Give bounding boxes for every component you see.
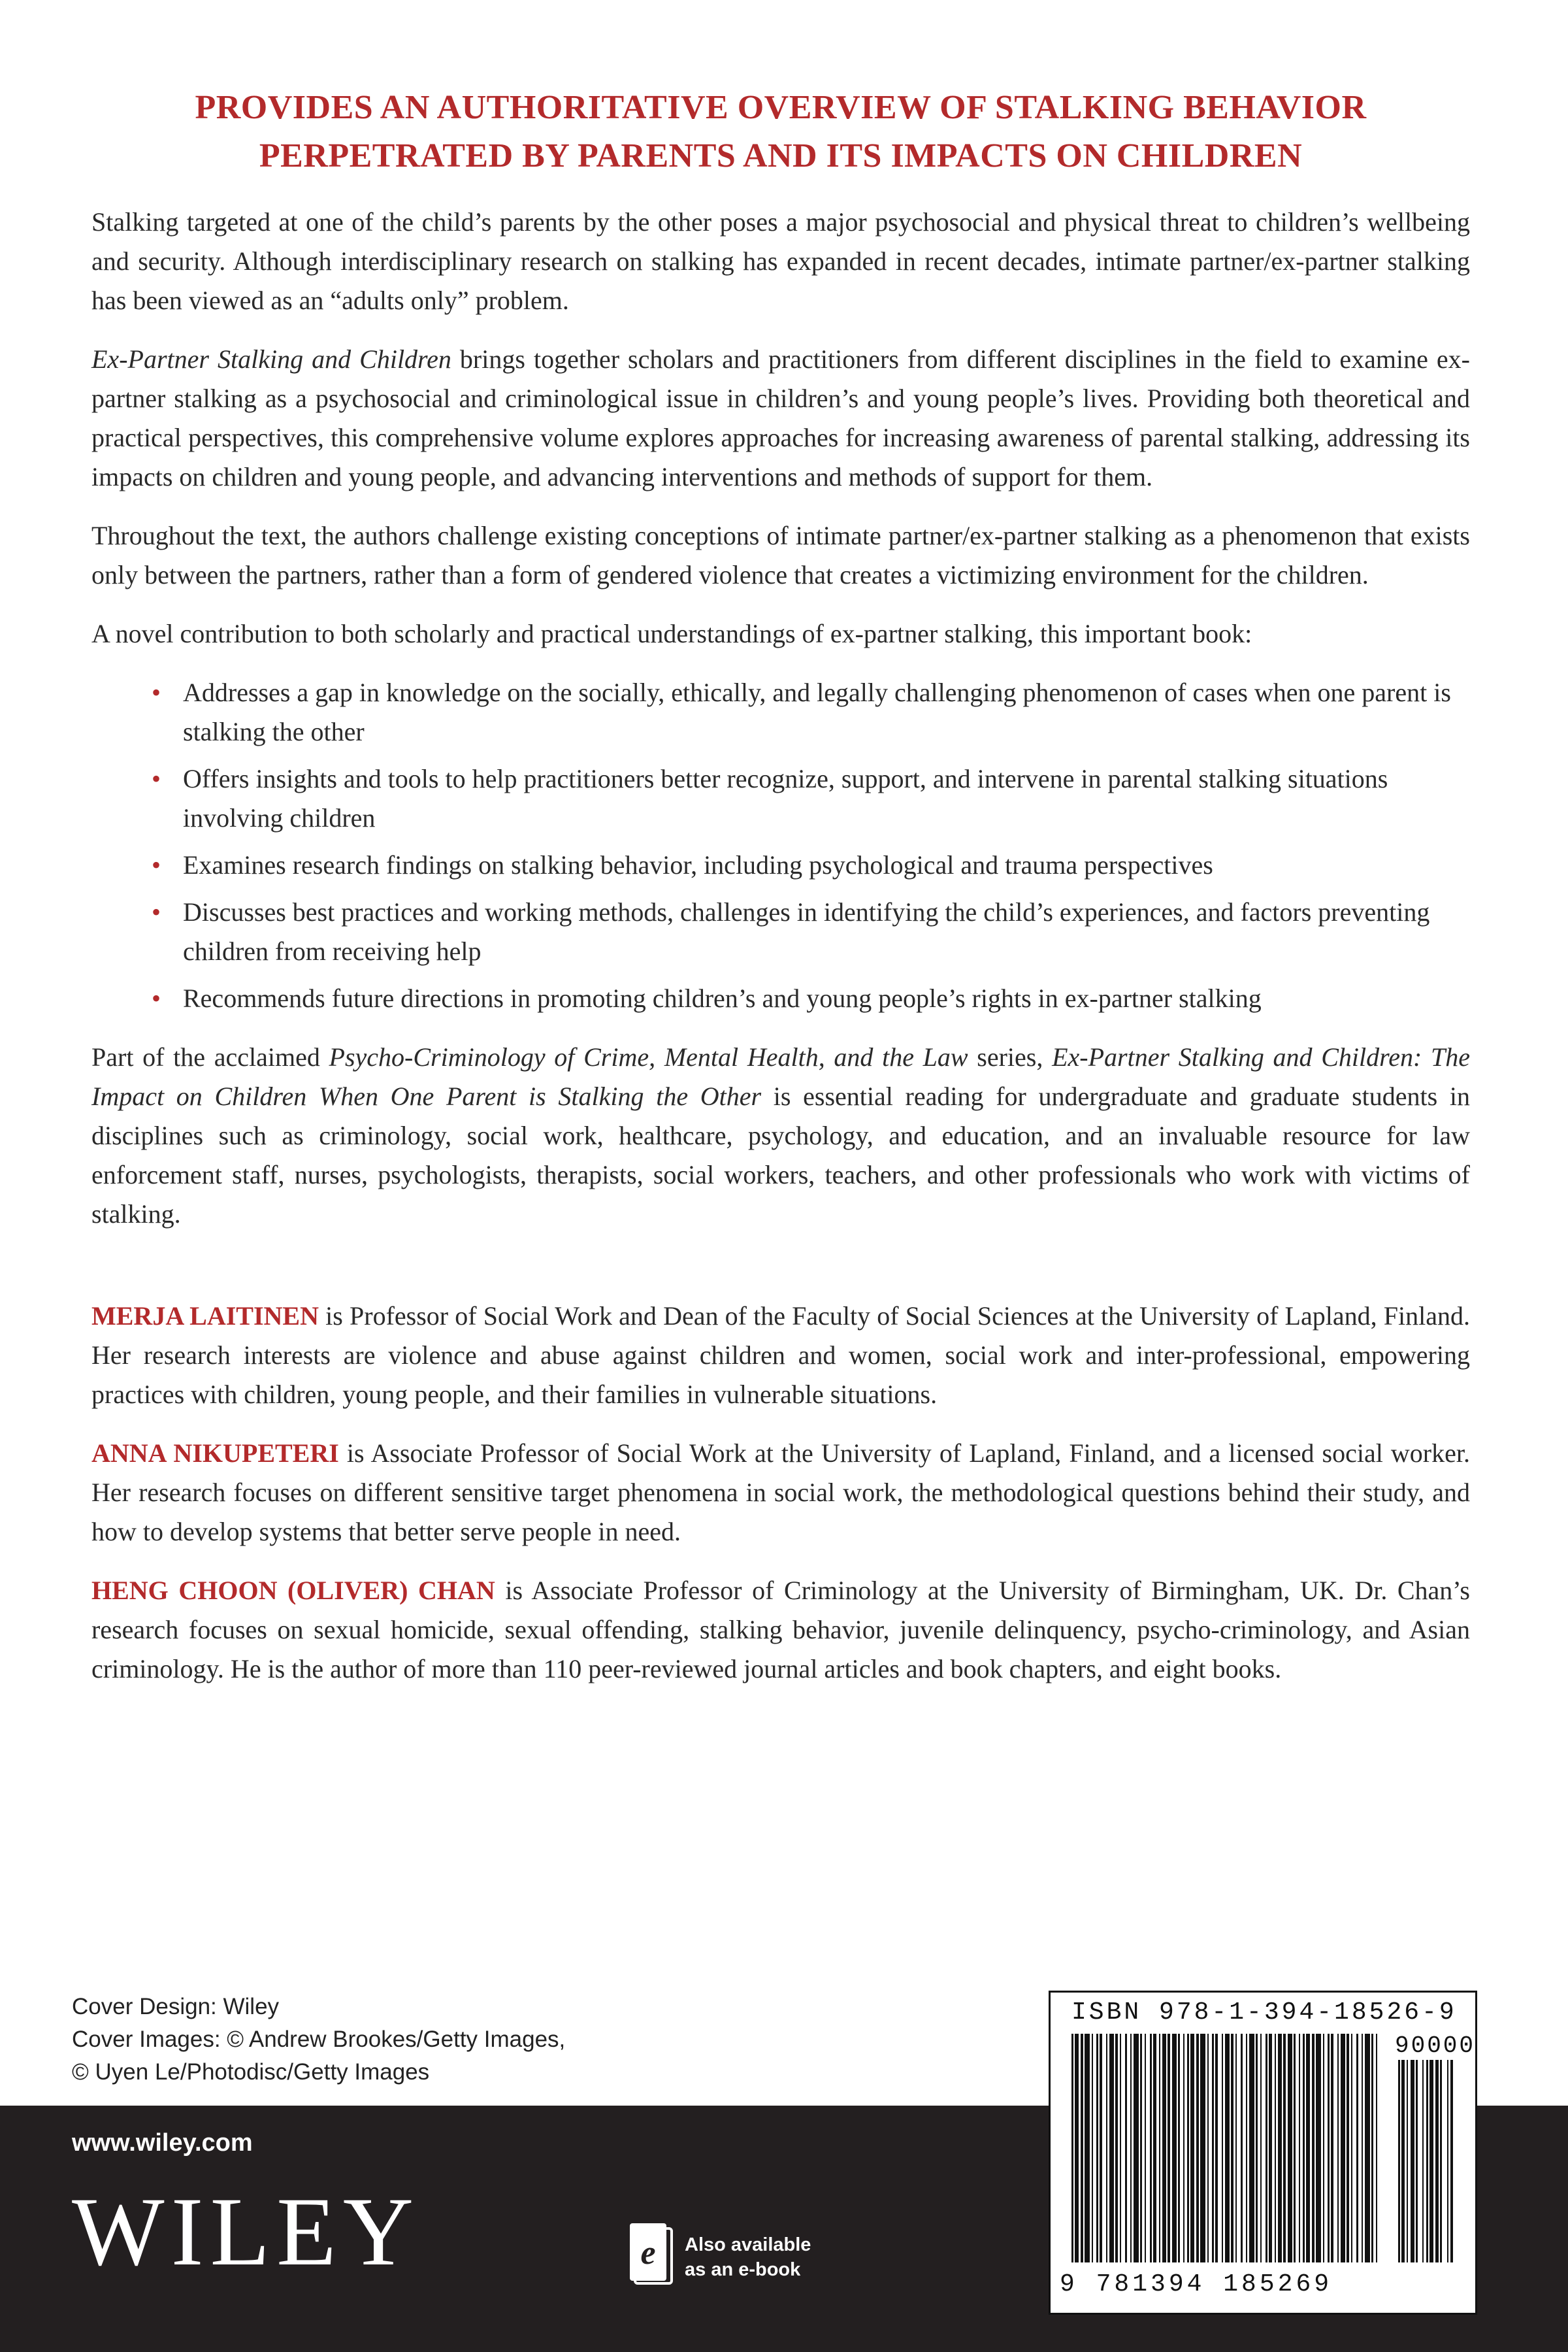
intro-paragraph: Stalking targeted at one of the child’s parents by the other poses a major psychosocial and physical threat to children’s wellbeing and security. Although interdisciplinary research on stalking has expanded in recent decades, intimate partner/ex-partner stalking has been viewed as an “adults only” problem. xyxy=(91,207,1470,315)
barcode-bar xyxy=(1190,2034,1194,2262)
barcode-bar xyxy=(1246,2034,1247,2262)
barcode-bar xyxy=(1178,2034,1180,2262)
barcode-addon-bar xyxy=(1429,2060,1433,2262)
barcode-bar xyxy=(1356,2034,1358,2262)
feature-list xyxy=(91,673,1470,1018)
barcode-bar xyxy=(1331,2034,1333,2262)
barcode-addon-bar xyxy=(1407,2060,1408,2262)
barcode-bar xyxy=(1347,2034,1349,2262)
bullet-icon: • xyxy=(152,850,161,880)
barcode-bar xyxy=(1299,2034,1300,2262)
barcode-addon-bar xyxy=(1426,2060,1428,2262)
price-code: 90000 xyxy=(1395,2032,1476,2059)
bullet-icon: • xyxy=(152,897,161,927)
barcode-bar xyxy=(1125,2034,1127,2262)
barcode-bar xyxy=(1288,2034,1292,2262)
barcode-bar xyxy=(1249,2034,1254,2262)
full-book-title: Ex-Partner Stalking and Children: The Impact on Children When One Parent is Stalking the Other xyxy=(91,1042,1470,1111)
barcode-bar xyxy=(1109,2034,1114,2262)
barcode-bar xyxy=(1312,2034,1315,2262)
barcode-bar xyxy=(1303,2034,1305,2262)
barcode-digits: 9 781394 185269 xyxy=(1060,2270,1333,2298)
barcode-bar xyxy=(1294,2034,1296,2262)
barcode-bar xyxy=(1096,2034,1098,2262)
barcode-addon-bar xyxy=(1398,2060,1400,2262)
barcode-bar xyxy=(1362,2034,1363,2262)
barcode-bar xyxy=(1215,2034,1218,2262)
bullet-icon: • xyxy=(152,764,161,793)
list-item: • Addresses a gap in knowledge on the socially, ethically, and legally challenging phenomenon of cases when one parent is stalking the other xyxy=(183,673,1470,752)
barcode-bar xyxy=(1115,2034,1118,2262)
barcode-bar xyxy=(1075,2034,1079,2262)
barcode-bar xyxy=(1092,2034,1093,2262)
challenge-paragraph: Throughout the text, the authors challenge existing conceptions of intimate partner/ex-partner stalking as a phenomenon that exists only between the partners, rather than a form of gendered violence that creates a victimizing environment for the children. xyxy=(91,521,1470,589)
barcode-addon-bar xyxy=(1447,2060,1448,2262)
contribution-paragraph: A novel contribution to both scholarly and practical understandings of ex-partner stalking, this important book: xyxy=(91,619,1252,648)
barcode-addon-bar xyxy=(1440,2060,1442,2262)
barcode-bar xyxy=(1196,2034,1199,2262)
barcode-bar xyxy=(1140,2034,1142,2262)
barcode-bar xyxy=(1275,2034,1276,2262)
headline-line-2: PERPETRATED BY PARENTS AND ITS IMPACTS ON CHILDREN xyxy=(259,137,1303,174)
barcode-bar xyxy=(1225,2034,1230,2262)
barcode-bar xyxy=(1106,2034,1107,2262)
barcode-bar xyxy=(1071,2034,1073,2262)
barcode-bar xyxy=(1085,2034,1090,2262)
bullet-icon: • xyxy=(152,678,161,707)
barcode-bar xyxy=(1269,2034,1272,2262)
barcode-addon-bar xyxy=(1422,2060,1424,2262)
series-paragraph: Part of the acclaimed Psycho-Criminology of Crime, Mental Health, and the Law series, Ex-Partner Stalking and Children: The Impact on Children When One Parent is Stalking the Other is essential reading for undergraduate and graduate students in disciplines such as criminology, social work, healthcare, psychology, and education, and an invaluable resource for law enforcement staff, nurses, psychologists, therapists, social workers, teachers, and other professionals who work with victims of stalking. xyxy=(91,1042,1471,1229)
author-bio xyxy=(91,1434,1470,1551)
list-item: • Discusses best practices and working methods, challenges in identifying the child’s experiences, and factors preventing children from receiving help xyxy=(183,893,1470,971)
list-item: • Offers insights and tools to help practitioners better recognize, support, and intervene in parental stalking situations involving children xyxy=(183,759,1470,838)
barcode-bar xyxy=(1150,2034,1152,2262)
headline-line-1: PROVIDES AN AUTHORITATIVE OVERVIEW OF STALKING BEHAVIOR xyxy=(195,89,1367,126)
barcode-bar xyxy=(1231,2034,1233,2262)
barcode-bar xyxy=(1306,2034,1310,2262)
barcode-bar xyxy=(1278,2034,1282,2262)
author-name: MERJA LAITINEN xyxy=(91,1301,319,1331)
book-title: Ex-Partner Stalking and Children xyxy=(91,344,451,374)
barcode-bar xyxy=(1172,2034,1177,2262)
author-bio xyxy=(91,1571,1470,1689)
barcode-bar xyxy=(1235,2034,1237,2262)
barcode-bar xyxy=(1162,2034,1166,2262)
barcode-bar xyxy=(1316,2034,1321,2262)
barcode-bar xyxy=(1328,2034,1330,2262)
barcode-bar xyxy=(1207,2034,1209,2262)
headline xyxy=(91,84,1470,180)
barcode-bar xyxy=(1130,2034,1132,2262)
cover-credits xyxy=(72,1991,565,2089)
barcode-bar xyxy=(1145,2034,1146,2262)
barcode-bar xyxy=(1153,2034,1156,2262)
barcode-addon-bar xyxy=(1435,2060,1439,2262)
author-bio-text: is Professor of Social Work and Dean of the Faculty of Social Sciences at the University of Lapland, Finland. Her research interests are violence and abuse against children and women, social work and inter-professional, empowering practices with children, young people, and their families in vulnerable situations. xyxy=(91,1301,1470,1409)
barcode-bar xyxy=(1283,2034,1286,2262)
barcode-bar xyxy=(1323,2034,1324,2262)
back-cover-content xyxy=(91,84,1470,1689)
description-text: brings together scholars and practitioners from different disciplines in the field to examine ex-partner stalking as a psychosocial and criminological issue in children’s and young people’s lives. Providing both theoretical and practical perspectives, this comprehensive volume explores approaches for increasing awareness of parental stalking, addressing its impacts on children and young people, and advancing interventions and methods of support for them. xyxy=(91,344,1470,491)
author-name: ANNA NIKUPETERI xyxy=(91,1438,339,1468)
barcode-addon-bar xyxy=(1411,2060,1414,2262)
svg-text:e: e xyxy=(640,2234,656,2272)
series-title: Psycho-Criminology of Crime, Mental Health, and the Law xyxy=(329,1042,968,1072)
publisher-url: www.wiley.com xyxy=(72,2129,253,2157)
list-item: • Recommends future directions in promoting children’s and young people’s rights in ex-partner stalking xyxy=(183,979,1470,1018)
credit-line: Cover Design: Wiley xyxy=(72,1994,280,2019)
barcode-bar xyxy=(1365,2034,1370,2262)
barcode-addon-bar xyxy=(1450,2060,1453,2262)
barcode-bar xyxy=(1256,2034,1258,2262)
barcode-bar xyxy=(1159,2034,1160,2262)
barcode-bar xyxy=(1337,2034,1339,2262)
barcode-bar xyxy=(1212,2034,1214,2262)
barcode-bar xyxy=(1376,2034,1377,2262)
barcode-bar xyxy=(1100,2034,1102,2262)
barcode xyxy=(1071,2034,1457,2269)
list-item: • Examines research findings on stalking behavior, including psychological and trauma perspectives xyxy=(183,846,1470,885)
barcode-bar xyxy=(1200,2034,1205,2262)
isbn-label: ISBN 978-1-394-18526-9 xyxy=(1071,1998,1457,2027)
barcode-bar xyxy=(1187,2034,1189,2262)
credit-line: Cover Images: © Andrew Brookes/Getty Images, xyxy=(72,2027,566,2052)
barcode-addon-bar xyxy=(1416,2060,1418,2262)
barcode-addon-bar xyxy=(1401,2060,1405,2262)
barcode-bar xyxy=(1260,2034,1262,2262)
author-name: HENG CHOON (OLIVER) CHAN xyxy=(91,1576,495,1605)
ebook-availability: Also available as an e-book xyxy=(685,2234,811,2280)
author-bio-text: is Associate Professor of Criminology at the University of Birmingham, UK. Dr. Chan’s research focuses on sexual homicide, sexual offending, stalking behavior, juvenile delinquency, psycho-criminology, and Asian criminology. He is the author of more than 110 peer-reviewed journal articles and book chapters, and eight books. xyxy=(91,1576,1470,1683)
author-bio-text: is Associate Professor of Social Work at the University of Lapland, Finland, and a licensed social worker. Her research focuses on different sensitive target phenomena in social work, the methodological questions behind their study, and how to develop systems that better serve people in need. xyxy=(91,1438,1470,1546)
barcode-bar xyxy=(1371,2034,1373,2262)
publisher-logo: WILEY xyxy=(72,2178,421,2286)
bullet-icon: • xyxy=(152,984,161,1013)
barcode-bar xyxy=(1168,2034,1170,2262)
barcode-bar xyxy=(1222,2034,1223,2262)
barcode-bar xyxy=(1241,2034,1243,2262)
e-book-icon xyxy=(627,2221,674,2286)
barcode-bar xyxy=(1081,2034,1083,2262)
barcode-bar xyxy=(1183,2034,1184,2262)
barcode-bar xyxy=(1266,2034,1267,2262)
author-bio xyxy=(91,1297,1470,1414)
description-paragraph xyxy=(91,340,1470,497)
barcode-bar xyxy=(1351,2034,1352,2262)
barcode-bar xyxy=(1341,2034,1345,2262)
barcode-bar xyxy=(1134,2034,1139,2262)
barcode-bar xyxy=(1120,2034,1121,2262)
credit-line: © Uyen Le/Photodisc/Getty Images xyxy=(72,2059,430,2085)
